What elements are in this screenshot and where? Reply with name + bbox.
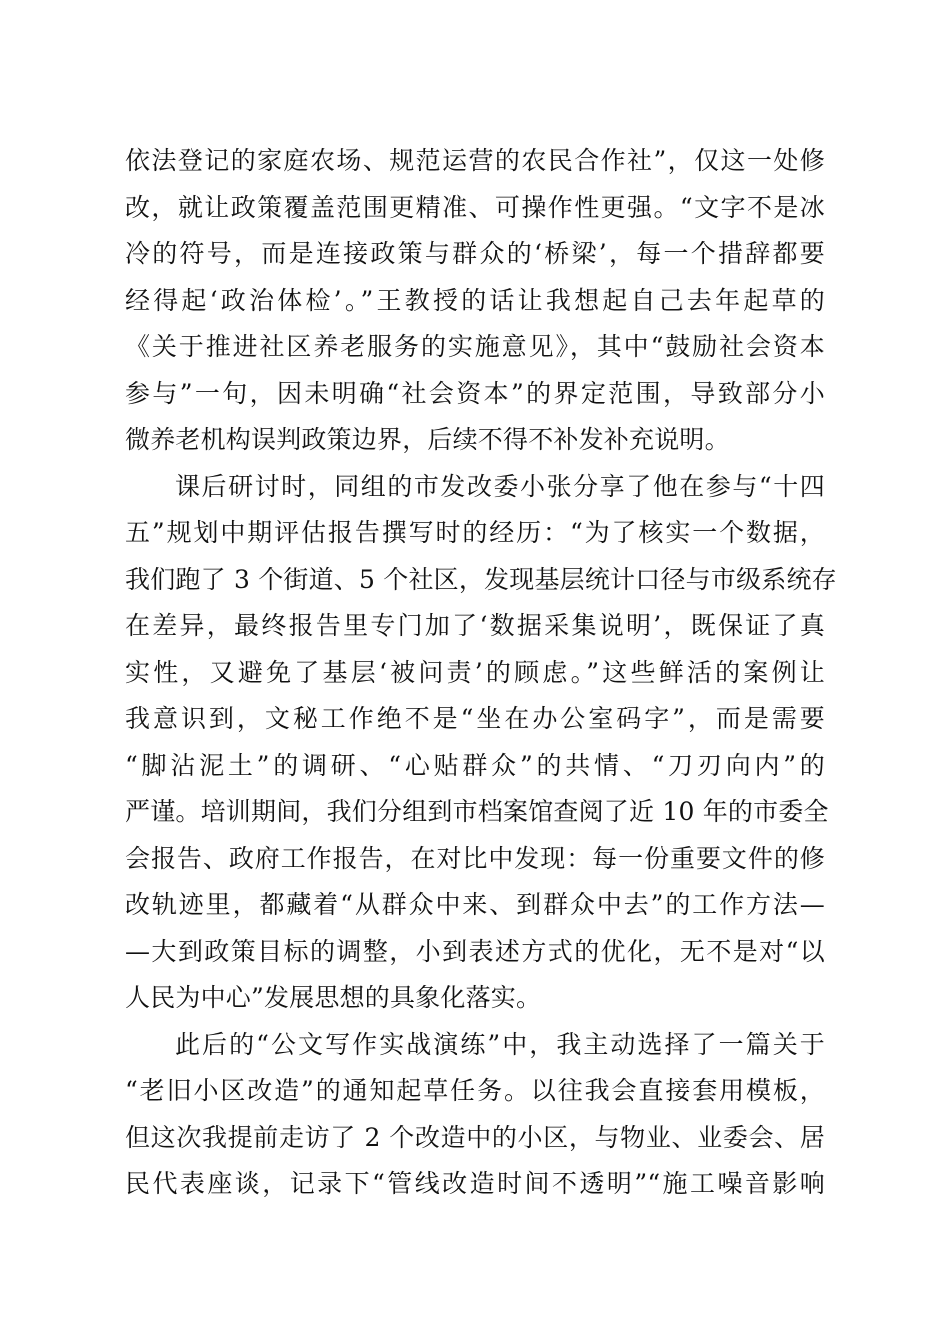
text-line: 此后的“公文写作实战演练”中，我主动选择了一篇关于	[175, 1029, 825, 1059]
text-line: —大到政策目标的调整，小到表述方式的优化，无不是对“以	[125, 936, 825, 966]
text-line: 实性，又避免了基层‘被问责’的顾虑。”这些鲜活的案例让	[125, 657, 825, 687]
text-line: 但这次我提前走访了 2 个改造中的小区，与物业、业委会、居	[125, 1122, 825, 1152]
text-line: 参与”一句，因未明确“社会资本”的界定范围，导致部分小	[125, 378, 825, 408]
text-line: 在差异，最终报告里专门加了‘数据采集说明’，既保证了真	[125, 611, 825, 640]
text-line: 会报告、政府工作报告，在对比中发现：每一份重要文件的修	[125, 843, 825, 873]
text-line: 严谨。培训期间，我们分组到市档案馆查阅了近 10 年的市委全	[125, 797, 829, 826]
text-line: 《关于推进社区养老服务的实施意见》，其中“鼓励社会资本	[125, 332, 825, 361]
text-line: 改，就让政策覆盖范围更精准、可操作性更强。“文字不是冰	[125, 192, 825, 222]
text-line: “老旧小区改造”的通知起草任务。以往我会直接套用模板，	[125, 1076, 825, 1105]
text-line: 五”规划中期评估报告撰写时的经历：“为了核实一个数据，	[125, 518, 825, 547]
text-line: 我们跑了 3 个街道、5 个社区，发现基层统计口径与市级系统存	[125, 564, 837, 594]
text-line: 我意识到，文秘工作绝不是“坐在办公室码字”，而是需要	[125, 704, 825, 733]
text-line: 微养老机构误判政策边界，后续不得不补发补充说明。	[125, 425, 730, 454]
text-line: 民代表座谈，记录下“管线改造时间不透明”“施工噪音影响	[125, 1169, 825, 1198]
text-line: 经得起‘政治体检’。”王教授的话让我想起自己去年起草的	[125, 285, 825, 315]
text-line: “脚沾泥土”的调研、“心贴群众”的共情、“刀刃向内”的	[125, 750, 825, 780]
text-line: 依法登记的家庭农场、规范运营的农民合作社”，仅这一处修	[125, 146, 825, 175]
text-line: 课后研讨时，同组的市发改委小张分享了他在参与“十四	[175, 471, 825, 501]
body-text	[125, 138, 837, 1208]
text-line: 改轨迹里，都藏着“从群众中来、到群众中去”的工作方法—	[125, 890, 825, 919]
text-line: 人民为中心”发展思想的具象化落实。	[125, 983, 542, 1012]
text-line: 冷的符号，而是连接政策与群众的‘桥梁’，每一个措辞都要	[125, 239, 825, 268]
